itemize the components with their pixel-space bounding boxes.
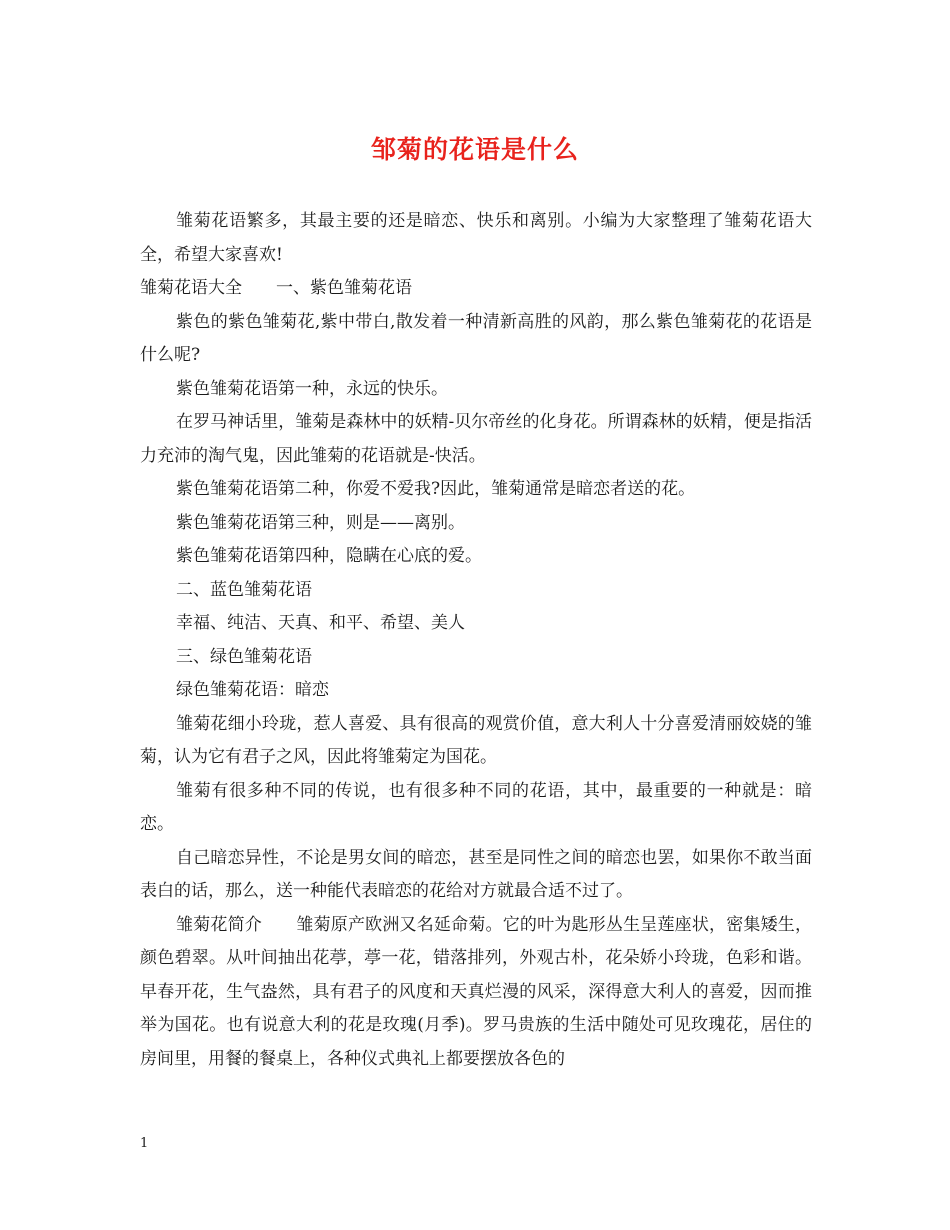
paragraph: 紫色的紫色雏菊花,紫中带白,散发着一种清新高胜的风韵，那么紫色雏菊花的花语是什么呢? [140, 311, 812, 365]
page-number: 1 [140, 1136, 149, 1151]
section-heading-blue: 二、蓝色雏菊花语 [176, 579, 313, 600]
paragraph: 雏菊花简介 雏菊原产欧洲又名延命菊。它的叶为匙形丛生呈莲座状，密集矮生，颜色碧翠。从叶间抽出花葶，葶一花，错落排列，外观古朴，花朵娇小玲珑，色彩和谐。早春开花，生气盎然，具有君子的风度和天真烂漫的风采，深得意大利人的喜爱，因而推举为国花。也有说意大利的花是玫瑰(月季)。罗马贵族的生活中随处可见玫瑰花，居住的房间里，用餐的餐桌上，各种仪式典礼上都要摆放各色的 [140, 914, 812, 1069]
paragraph: 雏菊有很多种不同的传说，也有很多种不同的花语，其中，最重要的一种就是：暗恋。 [140, 780, 812, 834]
paragraph: 幸福、纯洁、天真、和平、希望、美人 [176, 613, 466, 633]
paragraph: 自己暗恋异性，不论是男女间的暗恋，甚至是同性之间的暗恋也罢，如果你不敢当面表白的话，那么，送一种能代表暗恋的花给对方就最合适不过了。 [140, 847, 812, 901]
section-heading-purple: 雏菊花语大全 一、紫色雏菊花语 [140, 278, 412, 298]
page-title: 邹菊的花语是什么 [370, 135, 579, 164]
paragraph: 绿色雏菊花语：暗恋 [176, 680, 330, 700]
paragraph: 紫色雏菊花语第二种，你爱不爱我?因此，雏菊通常是暗恋者送的花。 [176, 479, 696, 499]
intro-paragraph: 雏菊花语繁多，其最主要的还是暗恋、快乐和离别。小编为大家整理了雏菊花语大全，希望大家喜欢! [140, 211, 812, 265]
paragraph: 紫色雏菊花语第三种，则是——离别。 [176, 512, 466, 533]
paragraph: 雏菊花细小玲珑，惹人喜爱、具有很高的观赏价值，意大利人十分喜爱清丽姣娆的雏菊，认为它有君子之风，因此将雏菊定为国花。 [140, 713, 812, 767]
paragraph: 紫色雏菊花语第一种，永远的快乐。 [176, 378, 449, 399]
paragraph: 在罗马神话里，雏菊是森林中的妖精-贝尔帝丝的化身花。所谓森林的妖精，便是指活力充沛的淘气鬼，因此雏菊的花语就是-快活。 [140, 412, 812, 466]
section-heading-green: 三、绿色雏菊花语 [176, 646, 313, 667]
document-body [140, 205, 812, 1076]
paragraph: 紫色雏菊花语第四种，隐瞒在心底的爱。 [176, 546, 483, 566]
